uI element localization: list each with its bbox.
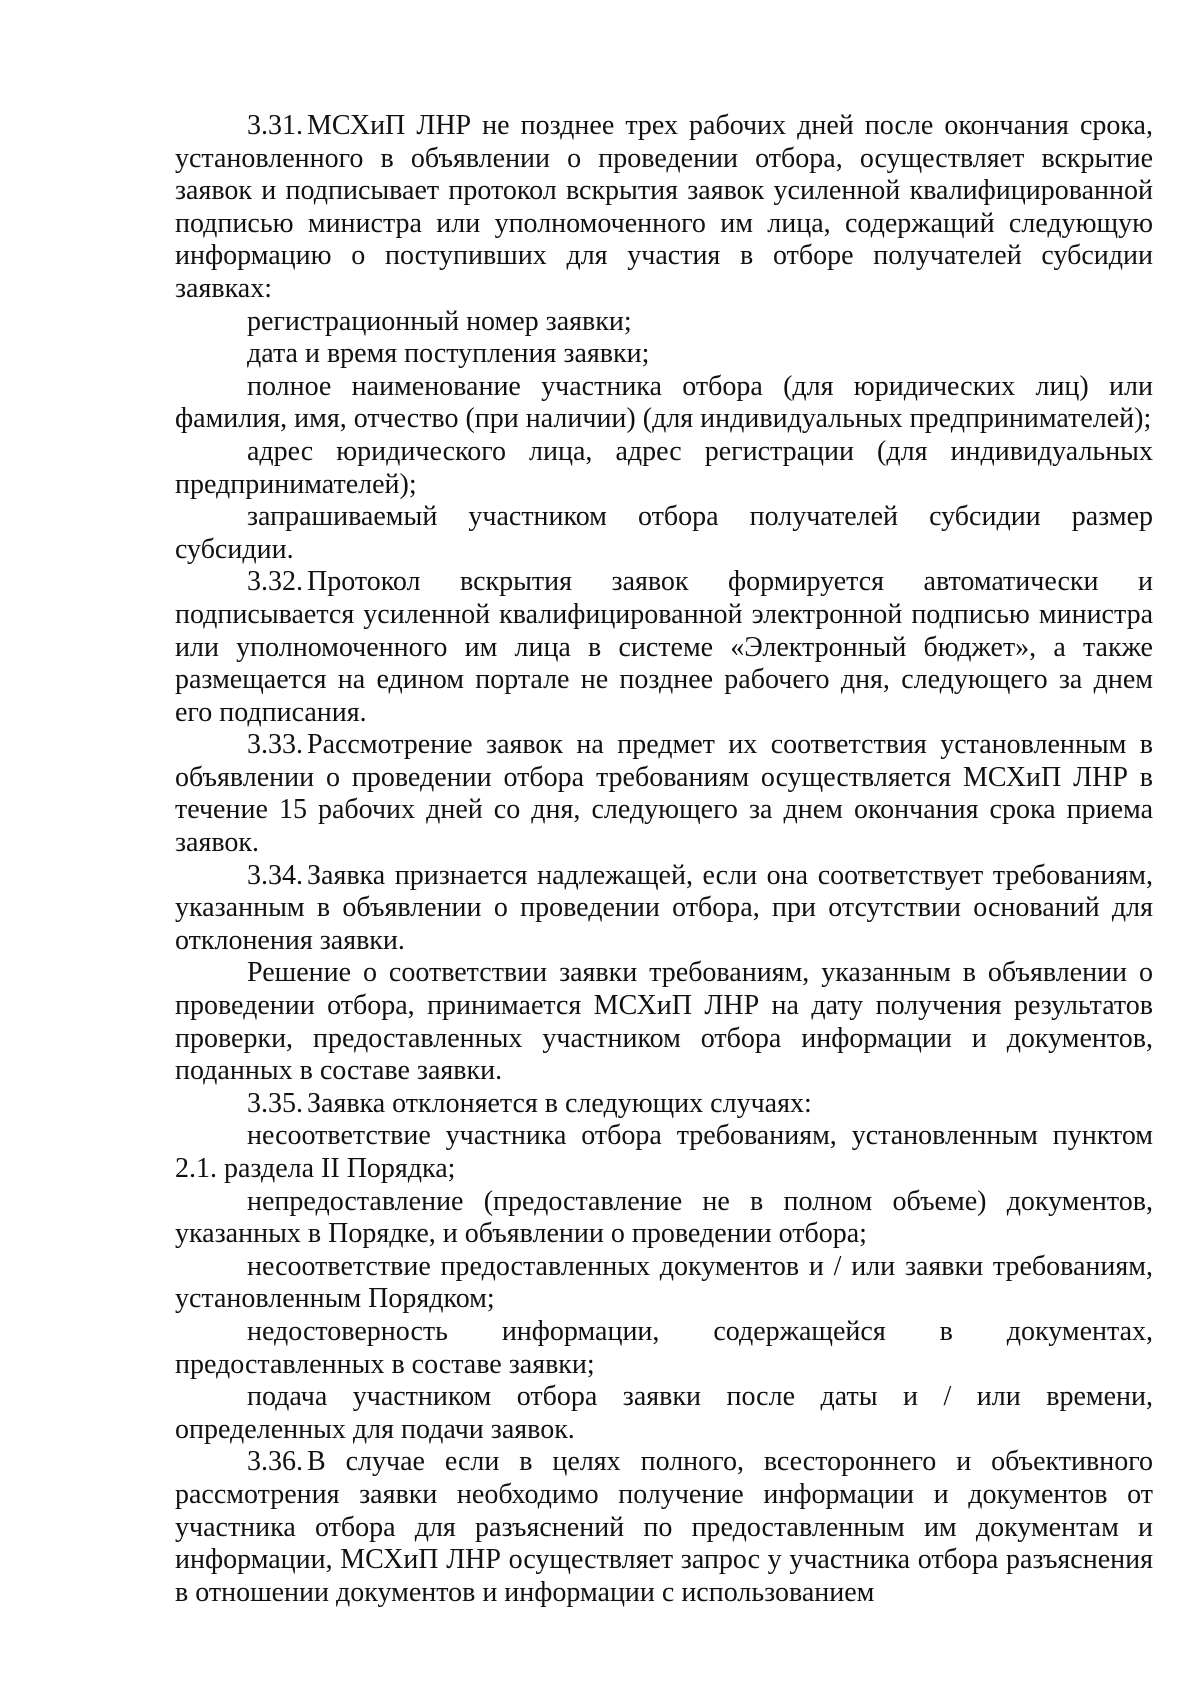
list-item — [175, 1120, 1153, 1185]
paragraph-text: Заявка признается надлежащей, если она соответствует требованиям, указанным в объявлении о проведении отбора, при отсутствии оснований для отклонения заявки. — [175, 859, 1153, 956]
paragraph-text: Рассмотрение заявок на предмет их соответствия установленным в объявлении о проведении отбора требованиям осуществляется МСХиП ЛНР в течение 15 рабочих дней со дня, следующего за днем окончания срока приема заявок. — [175, 729, 1153, 859]
list-item-text: несоответствие участника отбора требованиям, установленным пунктом 2.1. раздела II Порядка; — [175, 1120, 1153, 1184]
paragraph-number: 3.35. — [247, 1087, 303, 1119]
paragraph-text: Протокол вскрытия заявок формируется автоматически и подписывается усиленной квалифицированной электронной подписью министра или уполномоченного им лица в системе «Электронный бюджет», а также размещается на едином портале не позднее рабочего дня, следующего за днем его подписания. — [175, 566, 1153, 728]
list-item — [175, 1381, 1153, 1446]
paragraph-3-34 — [175, 860, 1153, 958]
paragraph-number: 3.36. — [247, 1446, 303, 1478]
list-item-text: адрес юридического лица, адрес регистрации (для индивидуальных предпринимателей); — [175, 435, 1153, 500]
paragraph-3-33 — [175, 729, 1153, 859]
list-item — [175, 371, 1153, 436]
list-item — [175, 306, 1153, 339]
list-item-text: несоответствие предоставленных документов и / или заявки требованиям, установленным Порядком; — [175, 1250, 1153, 1315]
paragraph-text: Заявка отклоняется в следующих случаях: — [307, 1087, 812, 1119]
paragraph-text: В случае если в целях полного, всестороннего и объективного рассмотрения заявки необходимо получение информации и документов от участника отбора для разъяснений по предоставленным им документам и информации, МСХиП ЛНР осуществляет запрос у участника отбора разъяснения в отношении документов и информации с использованием — [175, 1446, 1153, 1608]
document-page — [175, 110, 1153, 1609]
paragraph-3-31 — [175, 110, 1153, 306]
list-item-text: недостоверность информации, содержащейся в документах, предоставленных в составе заявки; — [175, 1315, 1153, 1380]
paragraph-text: Решение о соответствии заявки требованиям, указанным в объявлении о проведении отбора, принимается МСХиП ЛНР на дату получения результатов проверки, предоставленных участником отбора информации и документов, поданных в составе заявки. — [175, 957, 1153, 1087]
list-item — [175, 501, 1153, 566]
paragraph-text: МСХиП ЛНР не позднее трех рабочих дней после окончания срока, установленного в объявлении о проведении отбора, осуществляет вскрытие заявок и подписывает протокол вскрытия заявок усиленной квалифицированной подписью министра или уполномоченного им лица, содержащий следующую информацию о поступивших для участия в отборе получателей субсидии заявках: — [175, 110, 1153, 304]
list-item — [175, 1186, 1153, 1251]
list-item-text: непредоставление (предоставление не в полном объеме) документов, указанных в Порядке, и объявлении о проведении отбора; — [175, 1185, 1153, 1250]
paragraph-number: 3.32. — [247, 566, 303, 598]
list-item — [175, 1251, 1153, 1316]
paragraph-text-block — [175, 957, 1153, 1087]
paragraph-number: 3.31. — [247, 110, 303, 141]
paragraph-3-36 — [175, 1446, 1153, 1609]
paragraph-number: 3.33. — [247, 729, 303, 761]
list-item — [175, 436, 1153, 501]
paragraph-3-35 — [175, 1088, 1153, 1121]
list-item-text: регистрационный номер заявки; — [247, 305, 632, 337]
list-item-text: дата и время поступления заявки; — [247, 338, 650, 370]
paragraph-number: 3.34. — [247, 859, 303, 891]
paragraph-3-32 — [175, 566, 1153, 729]
list-item — [175, 338, 1153, 371]
list-item-text: запрашиваемый участником отбора получателей субсидии размер субсидии. — [175, 501, 1153, 565]
list-item-text: полное наименование участника отбора (для юридических лиц) или фамилия, имя, отчество (при наличии) (для индивидуальных предпринимателей); — [175, 370, 1153, 435]
list-item-text: подача участником отбора заявки после даты и / или времени, определенных для подачи заявок. — [175, 1381, 1153, 1445]
list-item — [175, 1316, 1153, 1381]
